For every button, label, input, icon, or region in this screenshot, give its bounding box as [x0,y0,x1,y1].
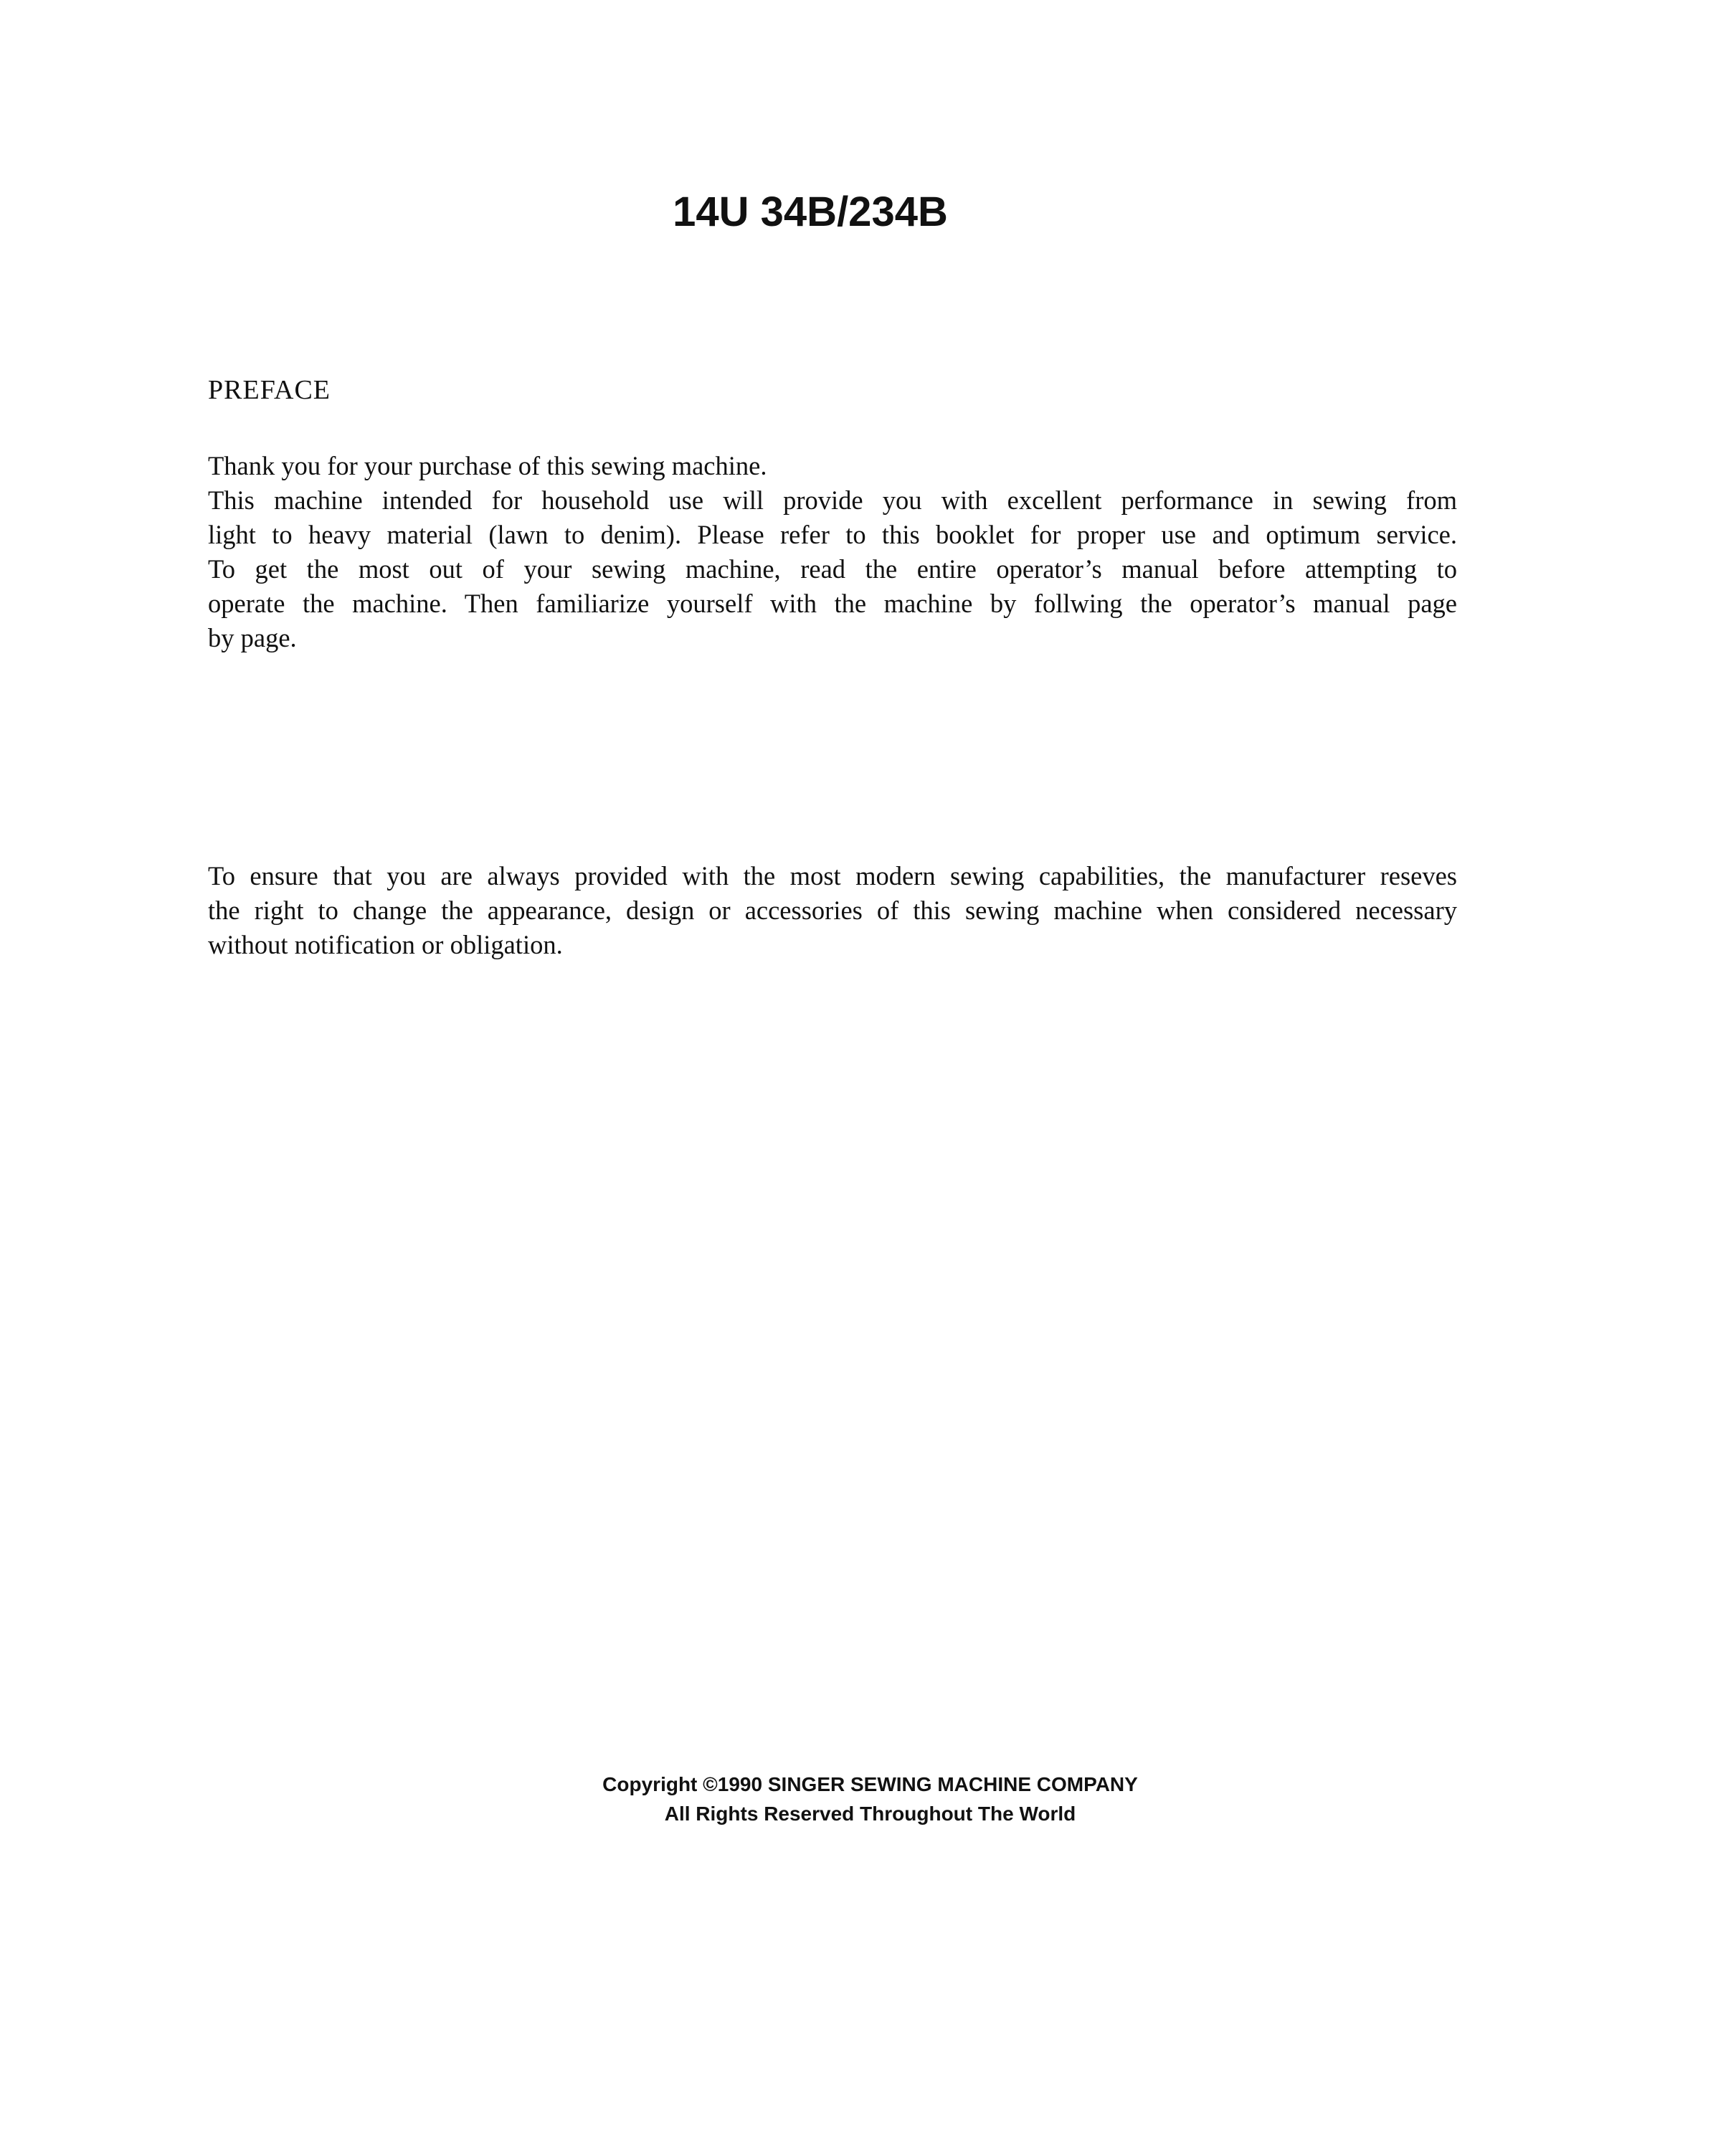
copyright-block [0,1770,1736,1828]
preface-paragraph [208,449,1457,655]
notice-paragraph [208,859,1457,962]
notice-line: the right to change the appearance, design or accessories of this sewing machine when considered necessary [208,896,1457,925]
preface-line: To get the most out of your sewing machine, read the entire operator’s manual before attempting to [208,554,1457,584]
rights-line: All Rights Reserved Throughout The World [664,1803,1076,1825]
preface-line: This machine intended for household use will provide you with excellent performance in sewing from [208,485,1457,515]
notice-line: To ensure that you are always provided with the most modern sewing capabilities, the manufacturer reseves [208,861,1457,891]
preface-heading: PREFACE [208,375,331,405]
preface-line: light to heavy material (lawn to denim). Please refer to this booklet for proper use and optimum service. [208,520,1457,549]
preface-line: by page. [208,623,297,652]
preface-line: operate the machine. Then familiarize yourself with the machine by follwing the operator’s manual page [208,589,1457,618]
preface-line: Thank you for your purchase of this sewing machine. [208,451,767,480]
notice-line: without notification or obligation. [208,930,563,959]
page-title: 14U 34B/234B [673,189,948,235]
copyright-line: Copyright ©1990 SINGER SEWING MACHINE COMPANY [602,1773,1138,1795]
